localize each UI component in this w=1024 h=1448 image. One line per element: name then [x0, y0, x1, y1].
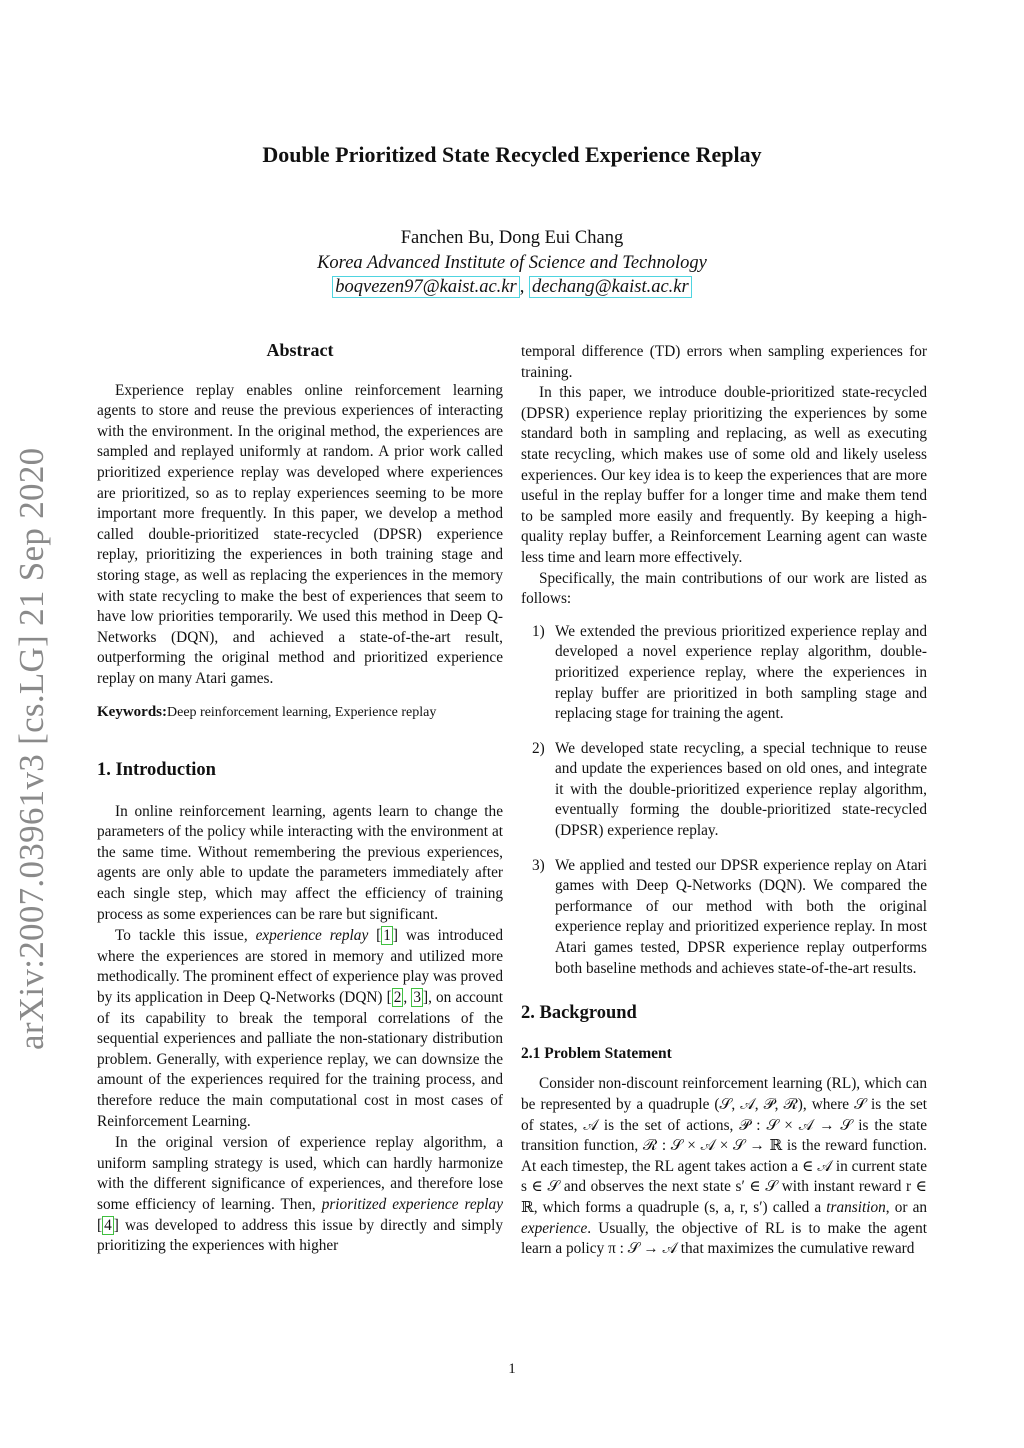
keywords-label: Keywords: [97, 703, 167, 720]
citation-link[interactable]: 2 [393, 989, 402, 1007]
intro-paragraph-3: In the original version of experience replay algorithm, a uniform sampling strategy is used, which can hardly harmonize with the different significance of experiences, and therefore lose some efficiency of learning. Then, prioritized experience replay [ 4 ] was developed to address this issue by directly and simply prioritizing the experiences with higher [97, 1134, 504, 1255]
keywords-text: Deep reinforcement learning, Experience replay [167, 704, 437, 720]
arxiv-stamp: arXiv:2007.03961v3 [cs.LG] 21 Sep 2020 [12, 447, 51, 1050]
list-item: 3) We applied and tested our DPSR experience replay on Atari games with Deep Q-Networks (DQN). We compared the performance of our method with both the original experience replay and prioritized experience replay. In most Atari games tested, DPSR experience replay outperforms both baseline methods and achieves state-of-the-art results. [532, 856, 927, 977]
author-names: Fanchen Bu, Dong Eui Chang [400, 228, 624, 248]
section-background-heading: 2. Background [521, 1003, 637, 1024]
contributions-list [521, 622, 927, 980]
problem-statement-paragraph: Consider non-discount reinforcement learning (RL), which can be represented by a quadruple (𝒮, 𝒜, 𝒫, ℛ), where 𝒮 is the set of states, 𝒜 is the set of actions, 𝒫 : 𝒮 × 𝒜 → 𝒮 is the state transition function, ℛ : 𝒮 × 𝒜 × 𝒮 → ℝ is the reward function. At each timestep, the RL agent takes action a ∈ 𝒜 in current state s ∈ 𝒮 and observes the next state s′ ∈ 𝒮 with instant reward r ∈ ℝ, which forms a quadruple (s, a, r, s′) called a transition, or an experience. Usually, the objective of RL is to make the agent learn a policy π : 𝒮 → 𝒜 that maximizes the cumulative reward [521, 1075, 928, 1258]
page-number: 1 [508, 1361, 516, 1377]
citation-link[interactable]: 4 [104, 1216, 112, 1234]
abstract-text: Experience replay enables online reinforcement learning agents to store and reuse the previous experiences of interacting with the environment. In the original method, the experiences are sampled and replayed uniformly at random. A prior work called prioritized experience replay was developed where experiences are prioritized, so as to replay experiences seeming to be more important more frequently. In this paper, we develop a method called double-prioritized state-recycled (DPSR) experience replay, prioritizing the experiences in both training stage and storing stage, as well as replacing the experiences in the memory with state recycling to make the best of experiences that seem to have low priorities temporarily. We used this method in Deep Q-Networks (DQN), and achieved a state-of-the-art result, outperforming the original method and prioritized experience replay on many Atari games. [97, 381, 503, 687]
intro-paragraph-1: In online reinforcement learning, agents learn to change the parameters of the policy while interacting with the environment at the same time. Without remembering the previous experiences, agents are only able to update the parameters immediately after each single step, which may affect the efficiency of training process as some experiences can be rare but significant. [97, 802, 503, 923]
intro-paragraph-5: Specifically, the main contributions of our work are listed as follows: [521, 569, 927, 608]
intro-paragraph-2: To tackle this issue, experience replay [ 1 ] was introduced where the experiences are stored in memory and utilized more methodically. The prominent effect of experience play was proved by its application in Deep Q-Networks (DQN) [ 2 , 3 ], on account of its capability to break the temporal correlations of the sequential experiences and palliate the non-stationary distribution problem. Generally, with experience replay, we can downsize the amount of the experiences required for the training process, and therefore reduce the main computational cost in most cases of Reinforcement Learning. [97, 927, 504, 1130]
intro-paragraph-4: In this paper, we introduce double-prioritized state-recycled (DPSR) experience replay prioritizing the experiences by some standard both in sampling and replacing, as well as executing state recycling, which makes use of some old and likely useless experiences. Our key idea is to keep the experiences that are more useful in the replay buffer for a longer time and make them tend to be sampled more easily and frequently. By keeping a high-quality replay buffer, a Reinforcement Learning agent can waste less time and learn more effectively. [521, 384, 927, 566]
subsection-problem-statement-heading: 2.1 Problem Statement [521, 1044, 672, 1062]
author-institution: Korea Advanced Institute of Science and Technology [317, 252, 707, 273]
intro-paragraph-3-continued: temporal difference (TD) errors when sampling experiences for training. [521, 343, 927, 381]
list-item: 1) We extended the previous prioritized experience replay and developed a novel experience replay algorithm, double-prioritized experience replay, where the experiences in replay buffer are prioritized in both sampling stage and replacing stage for training the agent. [532, 622, 927, 723]
citation-link[interactable]: 3 [413, 989, 421, 1007]
email-separator: , [519, 277, 525, 297]
email-link-1[interactable]: boqvezen97@kaist.ac.kr [332, 276, 519, 298]
author-emails [0, 275, 1024, 300]
abstract-heading: Abstract [266, 340, 334, 360]
email-link-2[interactable]: dechang@kaist.ac.kr [529, 276, 692, 298]
citation-link[interactable]: 1 [383, 927, 391, 945]
paper-title: Double Prioritized State Recycled Experience Replay [262, 142, 762, 167]
right-column [521, 342, 927, 1260]
list-item: 2) We developed state recycling, a special technique to reuse and update the experiences based on old ones, and integrate it with the double-prioritized experience replay algorithm, eventually forming the double-prioritized state-recycled (DPSR) experience replay. [532, 739, 927, 840]
author-block [0, 226, 1024, 300]
section-introduction-heading: 1. Introduction [97, 760, 216, 781]
left-column [97, 340, 503, 1257]
keywords [97, 702, 503, 724]
